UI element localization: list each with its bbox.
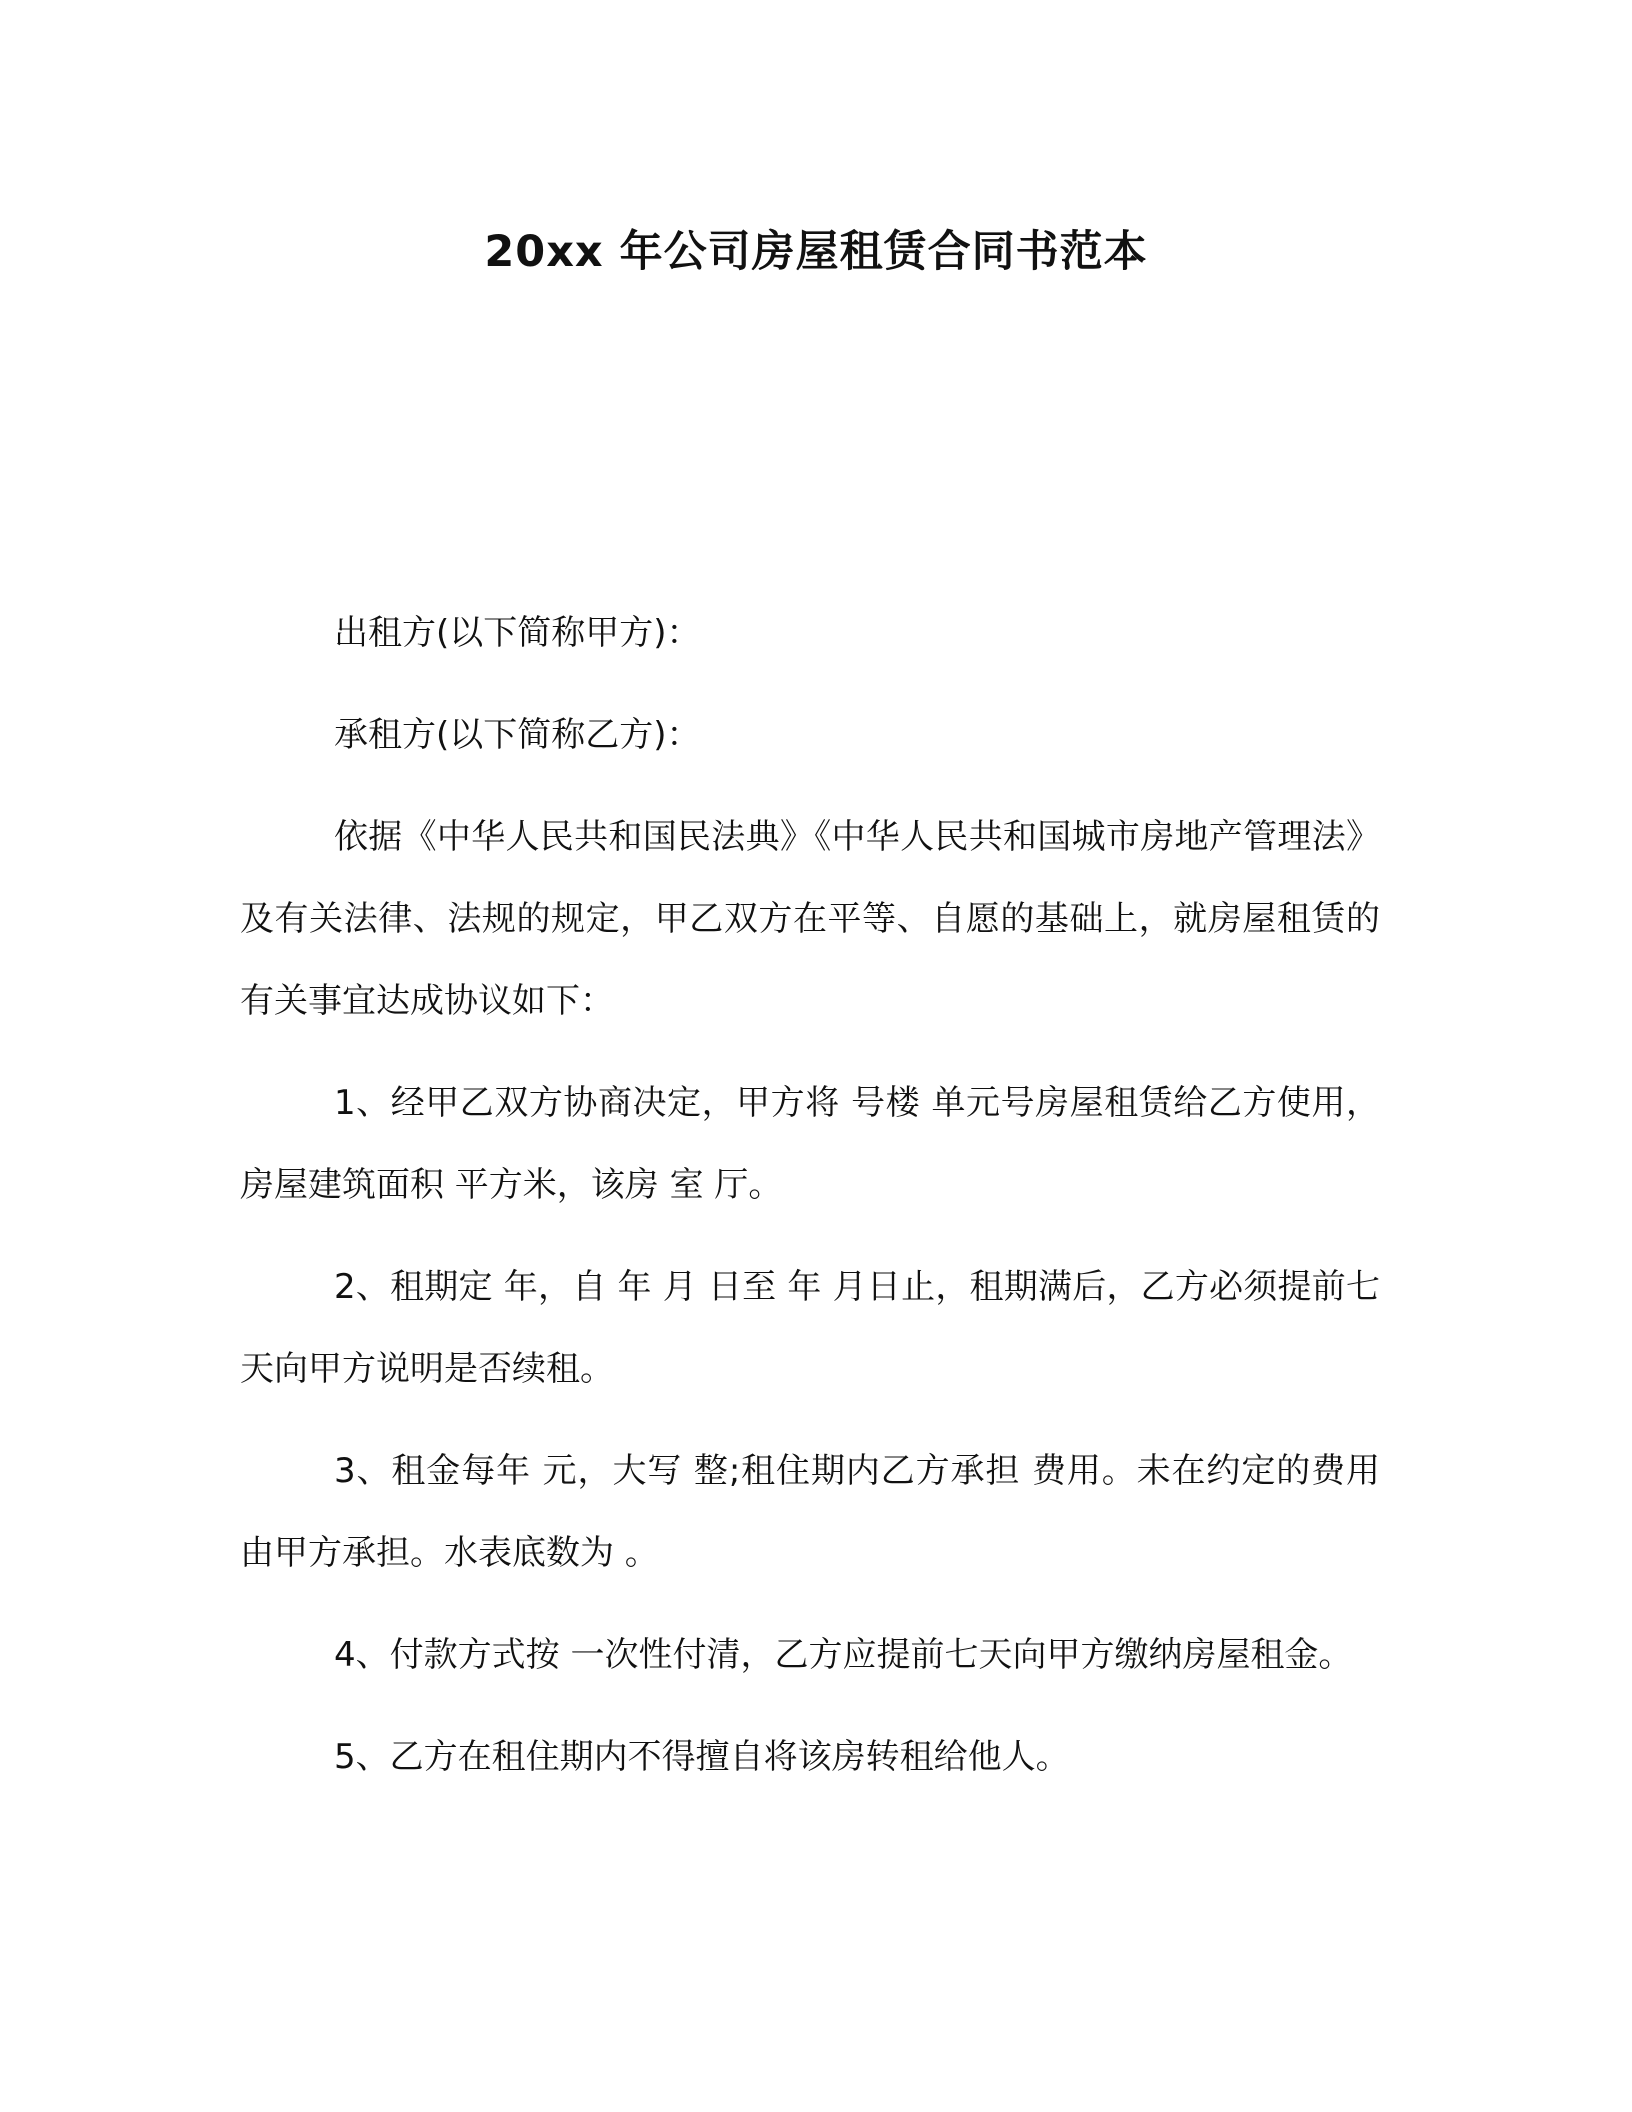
paragraph-lessee: 承租方(以下简称乙方)： xyxy=(334,715,701,755)
clause-5: 5、乙方在租住期内不得擅自将该房转租给他人。 xyxy=(334,1737,1070,1777)
clause-4: 4、付款方式按 一次性付清，乙方应提前七天向甲方缴纳房屋租金。 xyxy=(334,1635,1353,1675)
document-title: 20xx 年公司房屋租赁合同书范本 xyxy=(484,227,1148,277)
clause-3: 3、租金每年 元，大写 整;租住期内乙方承担 费用。未在约定的费用由甲方承担。水表底数为 。 xyxy=(240,1451,1380,1573)
paragraph-lessor: 出租方(以下简称甲方)： xyxy=(334,613,701,653)
clause-1: 1、经甲乙双方协商决定，甲方将 号楼 单元号房屋租赁给乙方使用，房屋建筑面积 平方米，该房 室 厅。 xyxy=(240,1083,1380,1205)
paragraph-legal-basis: 依据《中华人民共和国民法典》《中华人民共和国城市房地产管理法》及有关法律、法规的规定，甲乙双方在平等、自愿的基础上，就房屋租赁的有关事宜达成协议如下： xyxy=(240,817,1380,1021)
clause-2: 2、租期定 年，自 年 月 日至 年 月日止，租期满后，乙方必须提前七天向甲方说明是否续租。 xyxy=(240,1267,1380,1389)
document-body xyxy=(240,592,1380,1798)
